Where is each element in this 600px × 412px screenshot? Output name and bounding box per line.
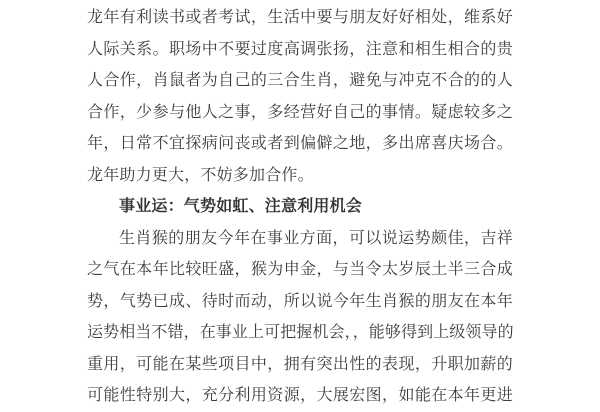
paragraph-line: 合作，少参与他人之事，多经营好自己的事情。疑虑较多之 xyxy=(87,103,513,121)
paragraph-line: 人合作，肖鼠者为自己的三合生肖，避免与冲克不合的的人 xyxy=(87,72,513,89)
document-page xyxy=(87,2,513,412)
paragraph-line: 龙年助力更大，不妨多加合作。 xyxy=(87,166,314,184)
section-heading: 事业运：气势如虹、注意利用机会 xyxy=(119,198,363,215)
paragraph-line-clipped: 可能性特别大，充分利用资源，大展宏图，如能在本年更进 xyxy=(87,387,513,404)
paragraph-line: 重用，可能在某些项目中，拥有突出性的表现，升职加薪的 xyxy=(87,355,513,373)
paragraph-line: 人际关系。职场中不要过度高调张扬，注意和相生相合的贵 xyxy=(87,40,513,58)
paragraph-line: 运势相当不错，在事业上可把握机会，，能够得到上级领导的 xyxy=(87,324,513,341)
paragraph-line: 之气在本年比较旺盛，猴为申金，与当令太岁辰土半三合成 xyxy=(87,261,513,278)
paragraph-line: 龙年有利读书或者考试，生活中要与朋友好好相处，维系好 xyxy=(87,9,513,26)
paragraph-line: 年，日常不宜探病问丧或者到偏僻之地，多出席喜庆场合。 xyxy=(87,135,513,152)
paragraph-line: 势，气势已成、待时而动，所以说今年生肖猴的朋友在本年 xyxy=(87,292,513,310)
paragraph-line: 生肖猴的朋友今年在事业方面，可以说运势颇佳，吉祥 xyxy=(119,229,513,247)
